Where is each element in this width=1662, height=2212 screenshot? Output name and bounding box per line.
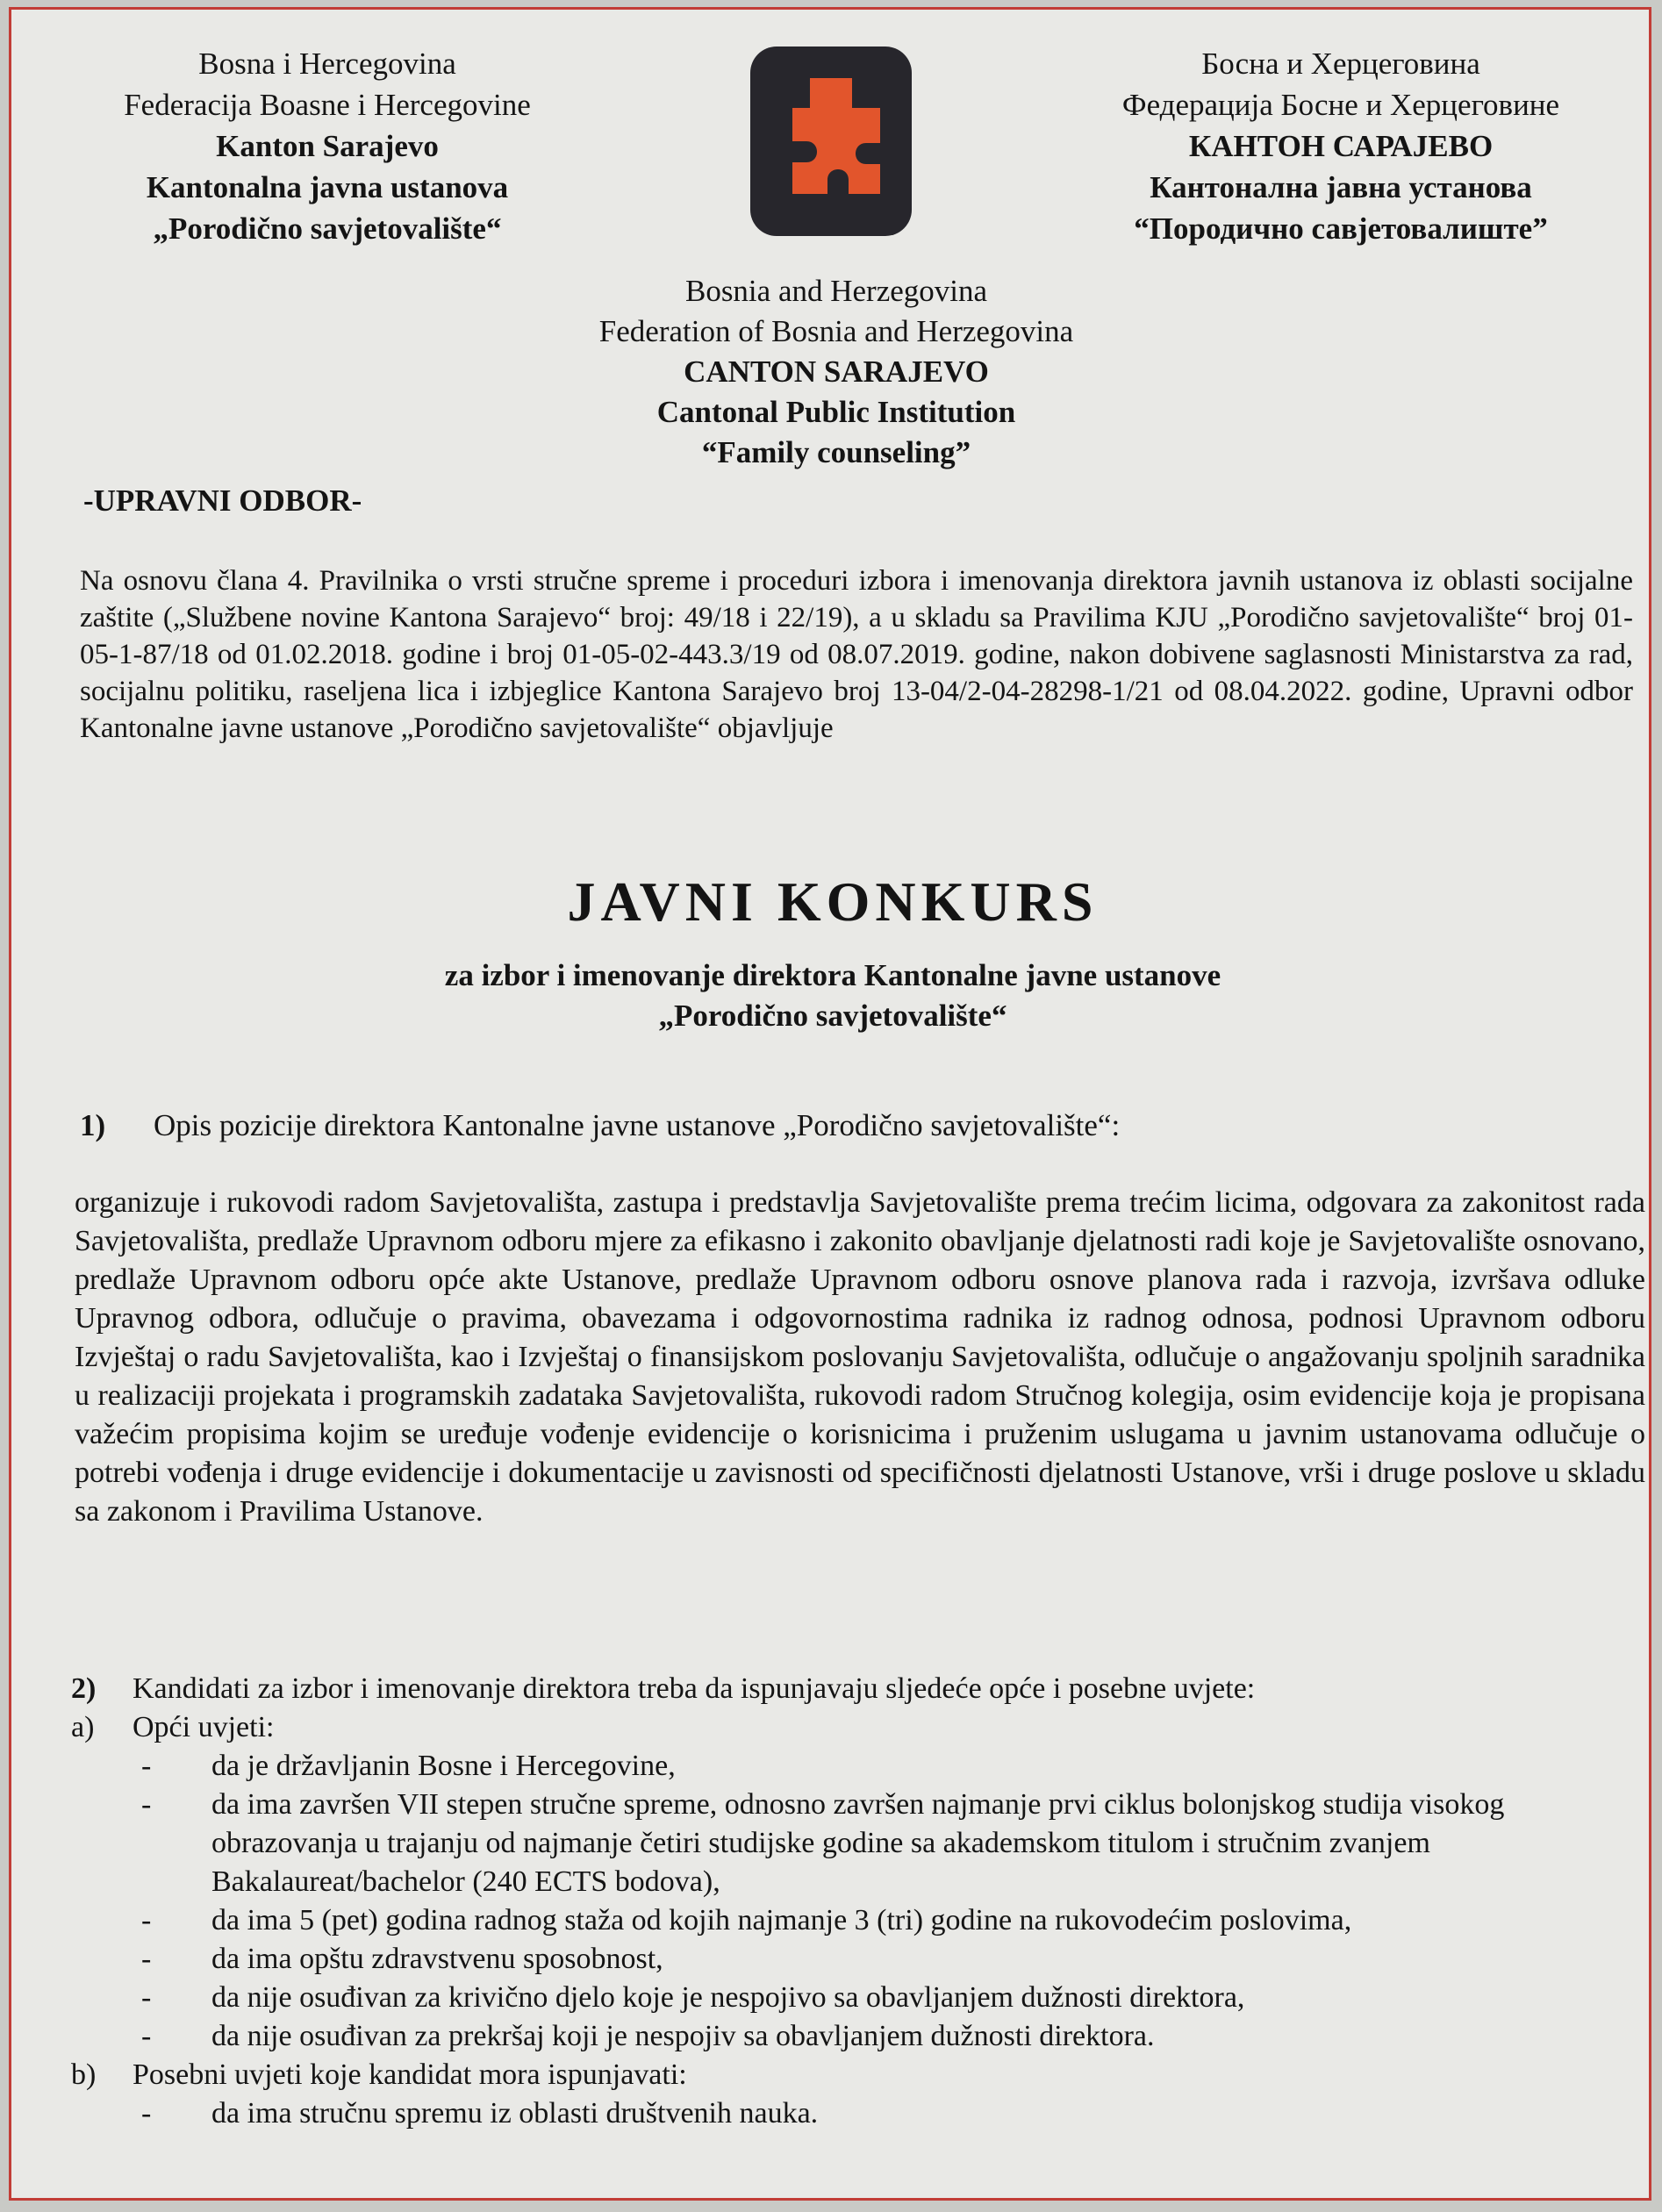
header-right [1078, 43, 1604, 249]
list-item: - da ima završen VII stepen stručne spreme, odnosno završen najmanje prvi ciklus bolonjskog studija visokog obrazovanja u trajanju od najmanje četiri studijske godine sa akademskom titulom i stručnim zvanjem Bakalaureat/bachelor (240 ECTS bodova), [71, 1786, 1642, 1901]
header-right-canton: КАНТОН САРАЈЕВО [1188, 129, 1494, 163]
list-item: - da nije osuđivan za krivično djelo koje je nespojivo sa obavljanjem dužnosti direktora, [71, 1979, 1642, 2017]
document-title: JAVNI KONKURS [567, 870, 1099, 933]
general-conditions [71, 1708, 1642, 2056]
section-1-number: 1) [80, 1108, 106, 1142]
special-conditions-label: b) [71, 2058, 97, 2091]
header-left-federation: Federacija Boasne i Hercegovine [124, 88, 531, 122]
section-2-number: 2) [71, 1672, 97, 1705]
header-center-institution-name: “Family counseling” [701, 435, 971, 469]
section-2 [71, 1670, 1642, 2133]
header-left [64, 43, 591, 249]
header-center-canton: CANTON SARAJEVO [684, 354, 989, 389]
special-conditions [71, 2056, 1642, 2133]
special-conditions-title: Posebni uvjeti koje kandidat mora ispunjavati: [133, 2058, 687, 2091]
newspaper-page [9, 7, 1651, 2201]
header-center-federation: Federation of Bosnia and Herzegovina [598, 314, 1074, 348]
header-left-institution-name: „Porodično savjetovalište“ [153, 211, 502, 246]
header-left-canton: Kanton Sarajevo [216, 129, 439, 163]
subtitle-line-1: za izbor i imenovanje direktora Kantonalne javne ustanove [444, 958, 1221, 992]
section-2-heading [71, 1670, 1642, 1708]
document-subtitle [11, 956, 1651, 1036]
section-1-title: Opis pozicije direktora Kantonalne javne ustanove „Porodično savjetovalište“: [154, 1108, 1121, 1142]
board-label: -UPRAVNI ODBOR- [83, 483, 362, 518]
section-2-title: Kandidati za izbor i imenovanje direktora treba da ispunjavaju sljedeće opće i posebne uvjete: [133, 1672, 1256, 1705]
header-center [503, 271, 1170, 473]
special-conditions-heading [71, 2056, 1642, 2094]
list-item: - da ima 5 (pet) godina radnog staža od kojih najmanje 3 (tri) godine na rukovodećim poslovima, [71, 1901, 1642, 1940]
list-item: - da ima opštu zdravstvenu sposobnost, [71, 1940, 1642, 1979]
puzzle-logo-icon [749, 45, 913, 238]
special-conditions-list [71, 2094, 1642, 2133]
header-right-institution-name: “Породично савјетовалиште” [1134, 211, 1548, 246]
subtitle-line-2: „Porodično savjetovalište“ [658, 999, 1007, 1033]
general-conditions-title: Opći uvjeti: [133, 1711, 275, 1743]
header-center-country: Bosnia and Herzegovina [684, 274, 988, 308]
list-item: - da nije osuđivan za prekršaj koji je nespojiv sa obavljanjem dužnosti direktora. [71, 2017, 1642, 2056]
intro-paragraph: Na osnovu člana 4. Pravilnika o vrsti stručne spreme i proceduri izbora i imenovanja direktora javnih ustanova iz oblasti socijalne zaštite („Službene novine Kantona Sarajevo“ broj: 49/18 i 22/19), a u skladu sa Pravilima KJU „Porodično savjetovalište“ broj 01-05-1-87/18 od 01.02.2018. godine i broj 01-05-02-443.3/19 od 08.07.2019. godine, nakon dobivene saglasnosti Ministarstva za rad, socijalnu politiku, raseljena lica i izbjeglice Kantona Sarajevo broj 13-04/2-04-28298-1/21 od 08.04.2022. godine, Upravni odbor Kantonalne javne ustanove „Porodično savjetovalište“ objavljuje [80, 565, 1633, 744]
header-right-institution-type: Кантонална јавна установа [1150, 170, 1532, 204]
header-left-country: Bosna i Hercegovina [198, 47, 456, 81]
section-1-description: organizuje i rukovodi radom Savjetovališta, zastupa i predstavlja Savjetovalište prema trećim licima, odgovara za zakonitost rada Savjetovališta, predlaže Upravnom odboru mjere za efikasno i zakonito obavljanje djelatnosti radi koje je Savjetovalište osnovano, predlaže Upravnom odboru opće akte Ustanove, predlaže Upravnom odboru osnove planova rada i razvoja, izvršava odluke Upravnog odbora, odlučuje o pravima, obavezama i odgovornostima radnika iz radnog odnosa, podnosi Upravnom odboru Izvještaj o radu Savjetovališta, kao i Izvještaj o finansijskom poslovanju Savjetovališta, odlučuje o angažovanju spoljnih saradnika u realizaciji projekata i programskih zadataka Savjetovališta, rukovodi radom Stručnog kolegija, osim evidencije koja je propisana važećim propisima kojim se uređuje vođenje evidencije o korisnicima i pruženim uslugama u javnim ustanovama odlučuje o potrebi vođenja i druge evidencije i dokumentacije u zavisnosti od specifičnosti djelatnosti Ustanove, vrši i druge poslove u skladu sa zakonom i Pravilima Ustanove. [75, 1186, 1645, 1528]
list-item: - da ima stručnu spremu iz oblasti društvenih nauka. [71, 2094, 1642, 2133]
list-item: - da je državljanin Bosne i Hercegovine, [71, 1747, 1642, 1786]
general-conditions-heading [71, 1708, 1642, 1747]
header-left-institution-type: Kantonalna javna ustanova [146, 170, 509, 204]
header-right-federation: Федерација Босне и Херцеговине [1121, 88, 1560, 122]
header-center-institution-type: Cantonal Public Institution [656, 395, 1016, 429]
section-1-heading [80, 1108, 1120, 1143]
general-conditions-list [71, 1747, 1642, 2056]
general-conditions-label: a) [71, 1711, 95, 1743]
header-right-country: Босна и Херцеговина [1201, 47, 1480, 81]
